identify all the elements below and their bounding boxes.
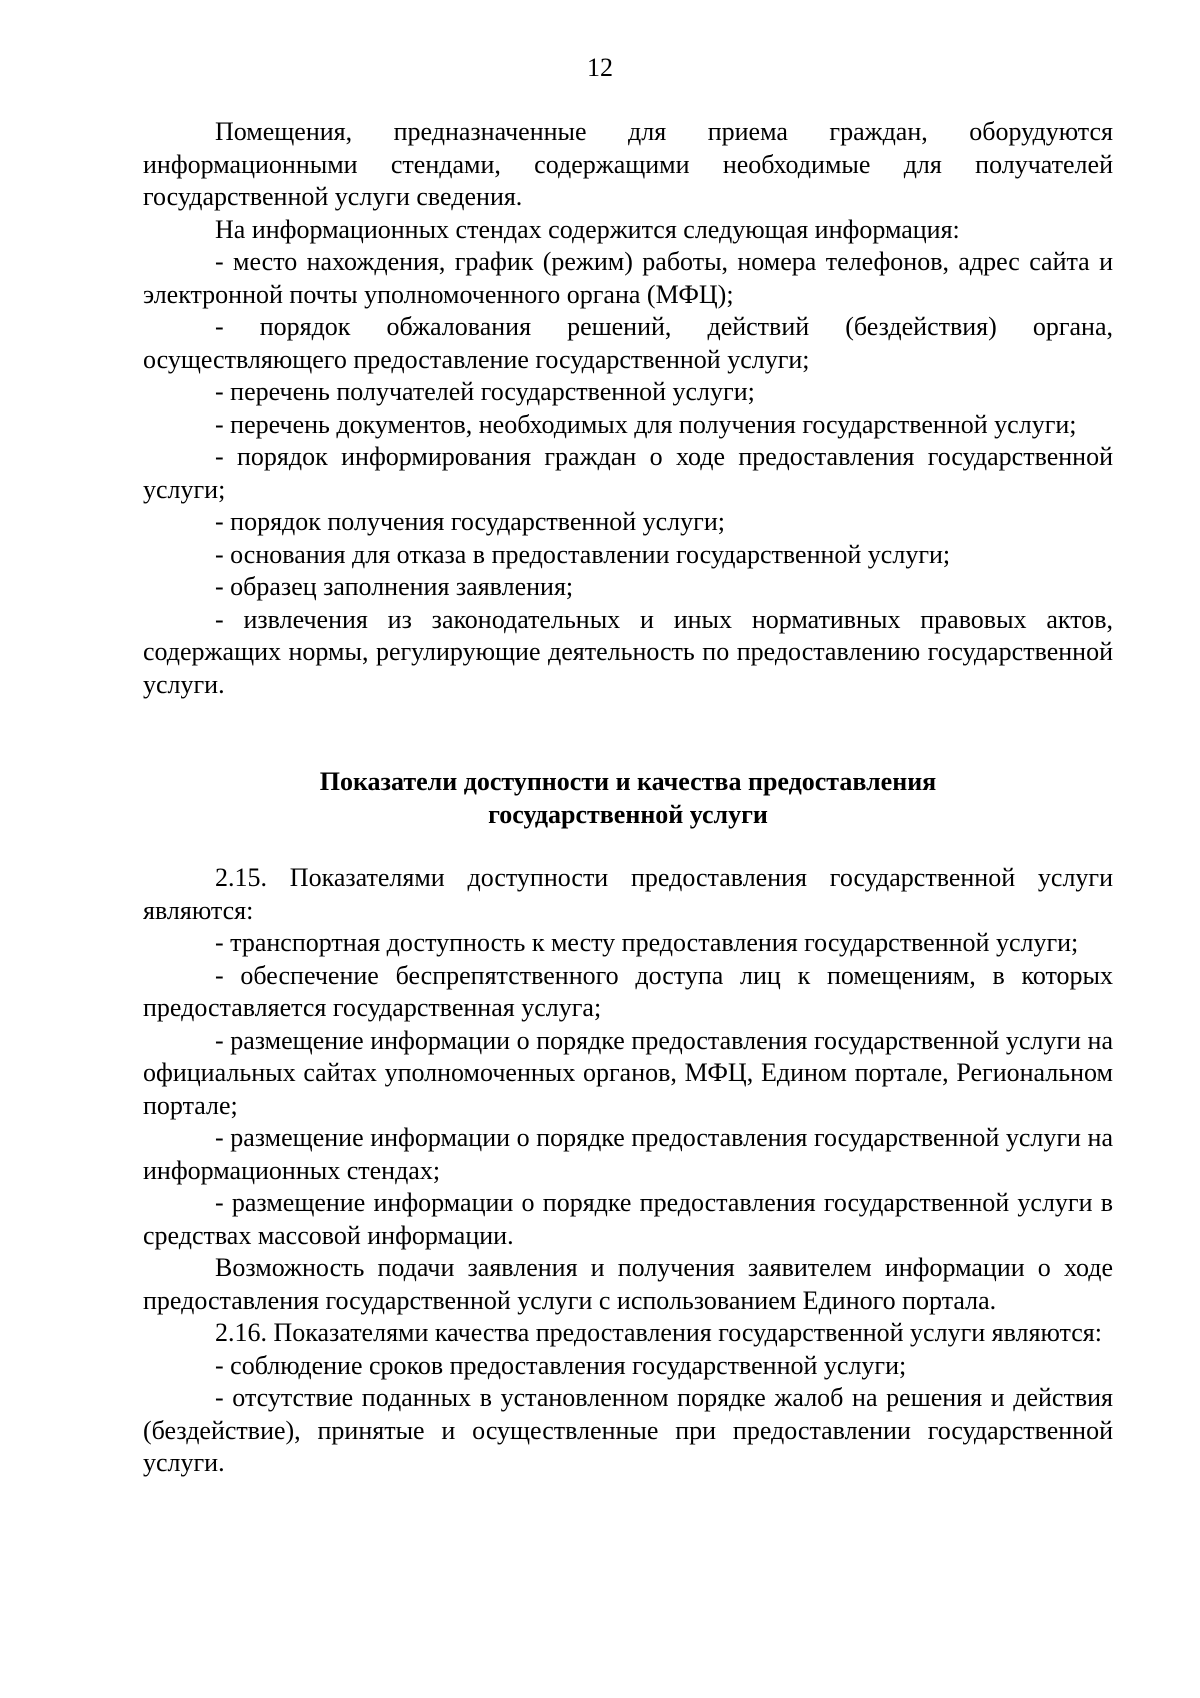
paragraph: На информационных стендах содержится следующая информация: xyxy=(215,214,960,244)
list-item: - перечень получателей государственной услуги; xyxy=(215,377,755,406)
paragraph: Помещения, предназначенные для приема граждан, оборудуются информационными стендами, содержащими необходимые для получателей государственной услуги сведения. xyxy=(143,117,1113,211)
list-item: - обеспечение беспрепятственного доступа лиц к помещениям, в которых предоставляется государственная услуга; xyxy=(143,960,1113,1022)
stands-info-section xyxy=(143,116,1113,701)
list-item: - размещение информации о порядке предоставления государственной услуги на информационных стендах; xyxy=(143,1123,1113,1185)
section-heading-line-1: Показатели доступности и качества предоставления xyxy=(319,767,937,796)
paragraph: Возможность подачи заявления и получения заявителем информации о ходе предоставления государственной услуги с использованием Единого портала. xyxy=(143,1253,1113,1315)
list-item: - транспортная доступность к месту предоставления государственной услуги; xyxy=(215,928,1079,957)
list-item: - размещение информации о порядке предоставления государственной услуги в средствах массовой информации. xyxy=(143,1188,1113,1250)
section-heading-line-2: государственной услуги xyxy=(488,799,768,829)
indicators-section xyxy=(143,862,1113,1480)
list-item: - соблюдение сроков предоставления государственной услуги; xyxy=(215,1350,907,1380)
list-item: - порядок получения государственной услуги; xyxy=(215,507,725,536)
section-heading xyxy=(143,766,1113,831)
paragraph: 2.16. Показателями качества предоставления государственной услуги являются: xyxy=(215,1318,1102,1347)
list-item: - место нахождения, график (режим) работы, номера телефонов, адрес сайта и электронной почты уполномоченного органа (МФЦ); xyxy=(143,247,1113,309)
list-item: - извлечения из законодательных и иных нормативных правовых актов, содержащих нормы, регулирующие деятельность по предоставлению государственной услуги. xyxy=(143,604,1113,699)
list-item: - образец заполнения заявления; xyxy=(215,572,574,601)
list-item: - отсутствие поданных в установленном порядке жалоб на решения и действия (бездействие), принятые и осуществленные при предоставлении государственной услуги. xyxy=(143,1383,1113,1477)
list-item: - перечень документов, необходимых для получения государственной услуги; xyxy=(215,409,1077,439)
list-item: - порядок обжалования решений, действий (бездействия) органа, осуществляющего предоставление государственной услуги; xyxy=(143,312,1113,374)
list-item: - размещение информации о порядке предоставления государственной услуги на официальных сайтах уполномоченных органов, МФЦ, Едином портале, Региональном портале; xyxy=(143,1025,1113,1120)
paragraph: 2.15. Показателями доступности предоставления государственной услуги являются: xyxy=(143,863,1113,925)
list-item: - основания для отказа в предоставлении государственной услуги; xyxy=(215,539,951,569)
page-number: 12 xyxy=(587,53,613,82)
list-item: - порядок информирования граждан о ходе предоставления государственной услуги; xyxy=(143,442,1113,504)
